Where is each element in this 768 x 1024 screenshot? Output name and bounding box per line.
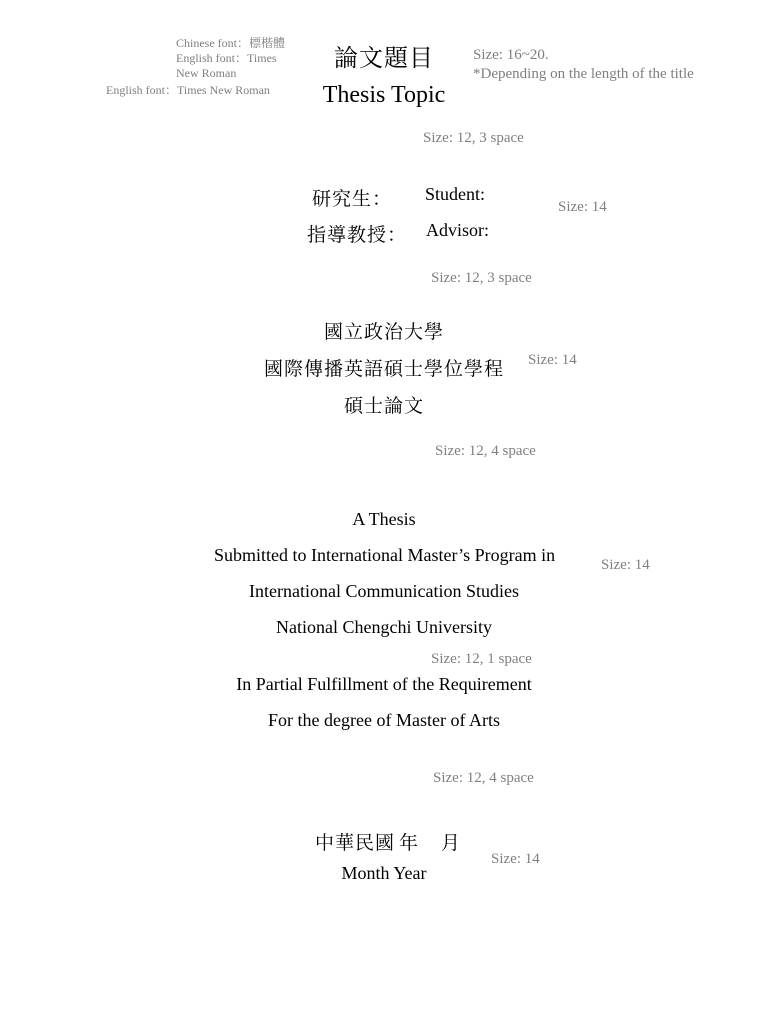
thesis-line5: In Partial Fulfillment of the Requirement: [236, 674, 532, 694]
date-chinese-year-unit: 年: [399, 833, 419, 854]
note-institution-size: Size: 14: [528, 352, 577, 368]
date-english: Month Year: [341, 863, 427, 883]
thesis-line4: National Chengchi University: [276, 617, 492, 637]
thesis-line2: Submitted to International Master’s Program in: [214, 545, 556, 565]
note-title-size-line1: Size: 16~20.: [473, 47, 549, 63]
institution-line3: 碩士論文: [343, 396, 424, 417]
date-chinese-month-unit: 月: [441, 833, 461, 854]
note-spacing-after-title: Size: 12, 3 space: [423, 130, 524, 146]
note-title-size-line2: *Depending on the length of the title: [473, 66, 694, 82]
date-chinese-era: 中華民國: [315, 833, 396, 854]
title-chinese: 論文題目: [334, 46, 434, 72]
thesis-line6: For the degree of Master of Arts: [268, 710, 500, 730]
note-date-size: Size: 14: [491, 851, 540, 867]
note-spacing-after-names: Size: 12, 3 space: [431, 270, 532, 286]
note-spacing-after-degree: Size: 12, 4 space: [433, 770, 534, 786]
institution-line1: 國立政治大學: [323, 322, 444, 343]
note-english-font-line1: English font：Times: [176, 51, 277, 65]
note-names-size: Size: 14: [558, 199, 607, 215]
thesis-line3: International Communication Studies: [249, 581, 519, 601]
student-label-english: Student:: [425, 184, 486, 204]
note-english-font-line2: New Roman: [176, 66, 237, 80]
institution-line2: 國際傳播英語碩士學位學程: [263, 359, 504, 380]
student-label-chinese: 研究生：: [312, 189, 393, 210]
note-spacing-within-thesis: Size: 12, 1 space: [431, 651, 532, 667]
note-english-font-left: English font：Times New Roman: [106, 83, 270, 97]
thesis-line1: A Thesis: [352, 509, 416, 529]
advisor-label-english: Advisor:: [426, 220, 489, 240]
title-english: Thesis Topic: [322, 82, 446, 108]
note-spacing-after-institution: Size: 12, 4 space: [435, 443, 536, 459]
advisor-label-chinese: 指導教授：: [307, 225, 408, 246]
note-chinese-font: Chinese font：標楷體: [176, 36, 285, 50]
note-thesis-block-size: Size: 14: [601, 557, 650, 573]
